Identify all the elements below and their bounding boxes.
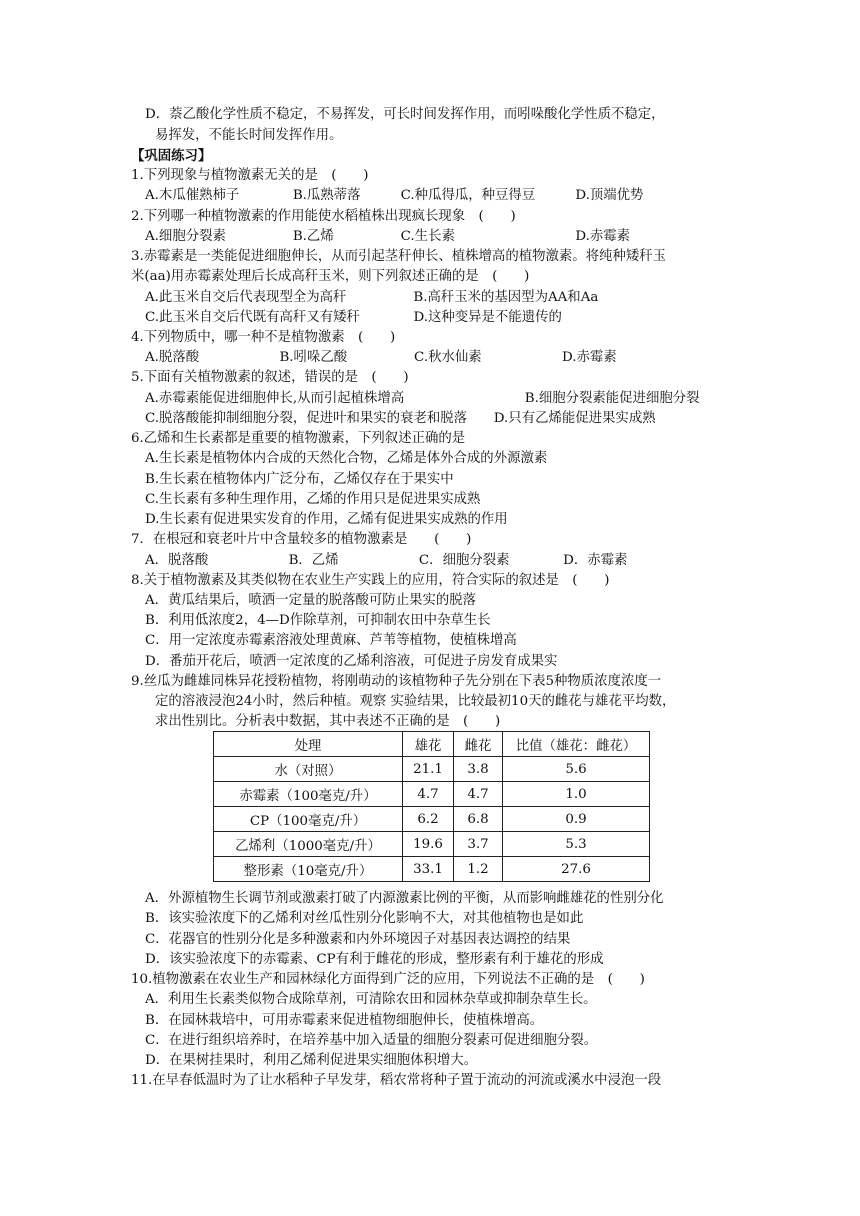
question-options: D．番茄开花后，喷洒一定浓度的乙烯利溶液，可促进子房发育成果实 xyxy=(145,654,558,669)
question-options: D．在果树挂果时，利用乙烯利促进果实细胞体积增大。 xyxy=(145,1053,478,1068)
question-stem: 9.丝瓜为雌雄同株异花授粉植物，将刚萌动的该植物种子先分别在下表5种物质浓度浓度一 xyxy=(131,674,662,689)
question-stem: 11.在早春低温时为了让水稻种子早发芽，稻农常将种子置于流动的河流或溪水中浸泡一段 xyxy=(131,1073,662,1088)
table-cell: 33.1 xyxy=(403,857,454,882)
question-options: C．在进行组织培养时，在培养基中加入适量的细胞分裂素可促进细胞分裂。 xyxy=(145,1033,598,1048)
question-stem: 7．在根冠和衰老叶片中含量较多的植物激素是 ( ) xyxy=(131,532,472,547)
question-options: A．黄瓜结果后，喷洒一定量的脱落酸可防止果实的脱落 xyxy=(145,593,477,608)
question-options: B．在园林栽培中，可用赤霉素来促进植物细胞伸长，使植株增高。 xyxy=(145,1013,544,1028)
question-stem: 10.植物激素在农业生产和园林绿化方面得到广泛的应用，下列说法不正确的是 ( ) xyxy=(131,972,645,987)
table-cell: 27.6 xyxy=(503,857,650,882)
question-stem: 米(aa)用赤霉素处理后长成高秆玉米，则下列叙述正确的是 ( ) xyxy=(131,269,530,284)
section-heading: 【巩固练习】 xyxy=(131,148,212,164)
question-options: C．花器官的性别分化是多种激素和内外环境因子对基因表达调控的结果 xyxy=(145,932,571,947)
table-row xyxy=(214,782,650,807)
question-options: C.生长素有多种生理作用，乙烯的作用只是促进果实成熟 xyxy=(145,492,481,507)
table-cell: 水（对照） xyxy=(214,757,403,782)
table-row xyxy=(214,807,650,832)
question-stem: 求出性别比。分析表中数据，其中表述不正确的是 ( ) xyxy=(155,714,501,729)
question-options: C．用一定浓度赤霉素溶液处理黄麻、芦苇等植物，使植株增高 xyxy=(145,633,517,648)
table-cell: 19.6 xyxy=(403,832,454,857)
table-cell: 21.1 xyxy=(403,757,454,782)
question-options: A．外源植物生长调节剂或激素打破了内源激素比例的平衡，从而影响雌雄花的性别分化 xyxy=(145,891,664,906)
question-options: C.此玉米自交后代既有高秆又有矮秆 D.这种变异是不能遗传的 xyxy=(145,310,562,325)
question-stem: 5.下面有关植物激素的叙述，错误的是 ( ) xyxy=(131,370,409,385)
question-options: B．利用低浓度2，4—D作除草剂，可抑制农田中杂草生长 xyxy=(145,613,491,628)
question-options: A.细胞分裂素 B.乙烯 C.生长素 D.赤霉素 xyxy=(145,229,631,244)
question-options: B.生长素在植物体内广泛分布，乙烯仅存在于果实中 xyxy=(145,472,454,487)
question-options: A.此玉米自交后代表现型全为高秆 B.高秆玉米的基因型为AA和Aa xyxy=(145,290,599,305)
table-header-cell: 雄花 xyxy=(403,732,454,757)
prev-option-d-line2: 易挥发，不能长时间发挥作用。 xyxy=(155,128,343,143)
table-cell: 4.7 xyxy=(403,782,454,807)
table-header-cell: 比值（雄花：雌花） xyxy=(503,732,650,757)
prev-option-d-line1: D．萘乙酸化学性质不稳定，不易挥发，可长时间发挥作用，而吲哚酸化学性质不稳定， xyxy=(145,107,665,122)
question-stem: 定的溶液浸泡24小时，然后种植。观察 实验结果，比较最初10天的雌花与雄花平均数， xyxy=(155,694,676,709)
question-options: A.生长素是植物体内合成的天然化合物，乙烯是体外合成的外源激素 xyxy=(145,451,548,466)
table-cell: 1.2 xyxy=(454,857,503,882)
question-stem: 8.关于植物激素及其类似物在农业生产实践上的应用，符合实际的叙述是 ( ) xyxy=(131,573,610,588)
question-options: C.脱落酸能抑制细胞分裂，促进叶和果实的衰老和脱落 D.只有乙烯能促进果实成熟 xyxy=(145,411,656,426)
table-cell: 5.6 xyxy=(503,757,650,782)
question-stem: 4.下列物质中，哪一种不是植物激素 ( ) xyxy=(131,330,396,345)
question-options: A．脱落酸 B．乙烯 C．细胞分裂素 D．赤霉素 xyxy=(145,553,628,568)
table-cell: 4.7 xyxy=(454,782,503,807)
question-stem: 2.下列哪一种植物激素的作用能使水稻植株出现疯长现象 ( ) xyxy=(131,209,516,224)
question-options: B．该实验浓度下的乙烯利对丝瓜性别分化影响不大，对其他植物也是如此 xyxy=(145,911,584,926)
table-row xyxy=(214,832,650,857)
table-cell: 乙烯利（1000毫克/升） xyxy=(214,832,403,857)
table-row xyxy=(214,757,650,782)
table-cell: 3.7 xyxy=(454,832,503,857)
table-cell: 整形素（10毫克/升） xyxy=(214,857,403,882)
table-cell: 5.3 xyxy=(503,832,650,857)
question-options: A.脱落酸 B.吲哚乙酸 C.秋水仙素 D.赤霉素 xyxy=(145,350,617,365)
table-header-cell: 处理 xyxy=(214,732,403,757)
data-table xyxy=(213,731,650,882)
table-cell: CP（100毫克/升） xyxy=(214,807,403,832)
table-cell: 3.8 xyxy=(454,757,503,782)
question-options: A.木瓜催熟柿子 B.瓜熟蒂落 C.种瓜得瓜，种豆得豆 D.顶端优势 xyxy=(145,188,644,203)
table-cell: 1.0 xyxy=(503,782,650,807)
question-stem: 6.乙烯和生长素都是重要的植物激素，下列叙述正确的是 xyxy=(131,431,466,446)
table-cell: 6.8 xyxy=(454,807,503,832)
table-header-row xyxy=(214,732,650,757)
table-header-cell: 雌花 xyxy=(454,732,503,757)
question-stem: 3.赤霉素是一类能促进细胞伸长，从而引起茎秆伸长、植株增高的植物激素。将纯种矮秆玉 xyxy=(131,249,667,264)
table-cell: 赤霉素（100毫克/升） xyxy=(214,782,403,807)
question-options: A．利用生长素类似物合成除草剂，可清除农田和园林杂草或抑制杂草生长。 xyxy=(145,992,597,1007)
question-options: D．该实验浓度下的赤霉素、CP有利于雌花的形成，整形素有利于雄花的形成 xyxy=(145,952,604,967)
question-stem: 1.下列现象与植物激素无关的是 ( ) xyxy=(131,168,369,183)
table-cell: 6.2 xyxy=(403,807,454,832)
table-cell: 0.9 xyxy=(503,807,650,832)
question-options: A.赤霉素能促进细胞伸长,从而引起植株增高 B.细胞分裂素能促进细胞分裂 xyxy=(145,391,700,406)
table-row xyxy=(214,857,650,882)
question-options: D.生长素有促进果实发育的作用，乙烯有促进果实成熟的作用 xyxy=(145,512,508,527)
